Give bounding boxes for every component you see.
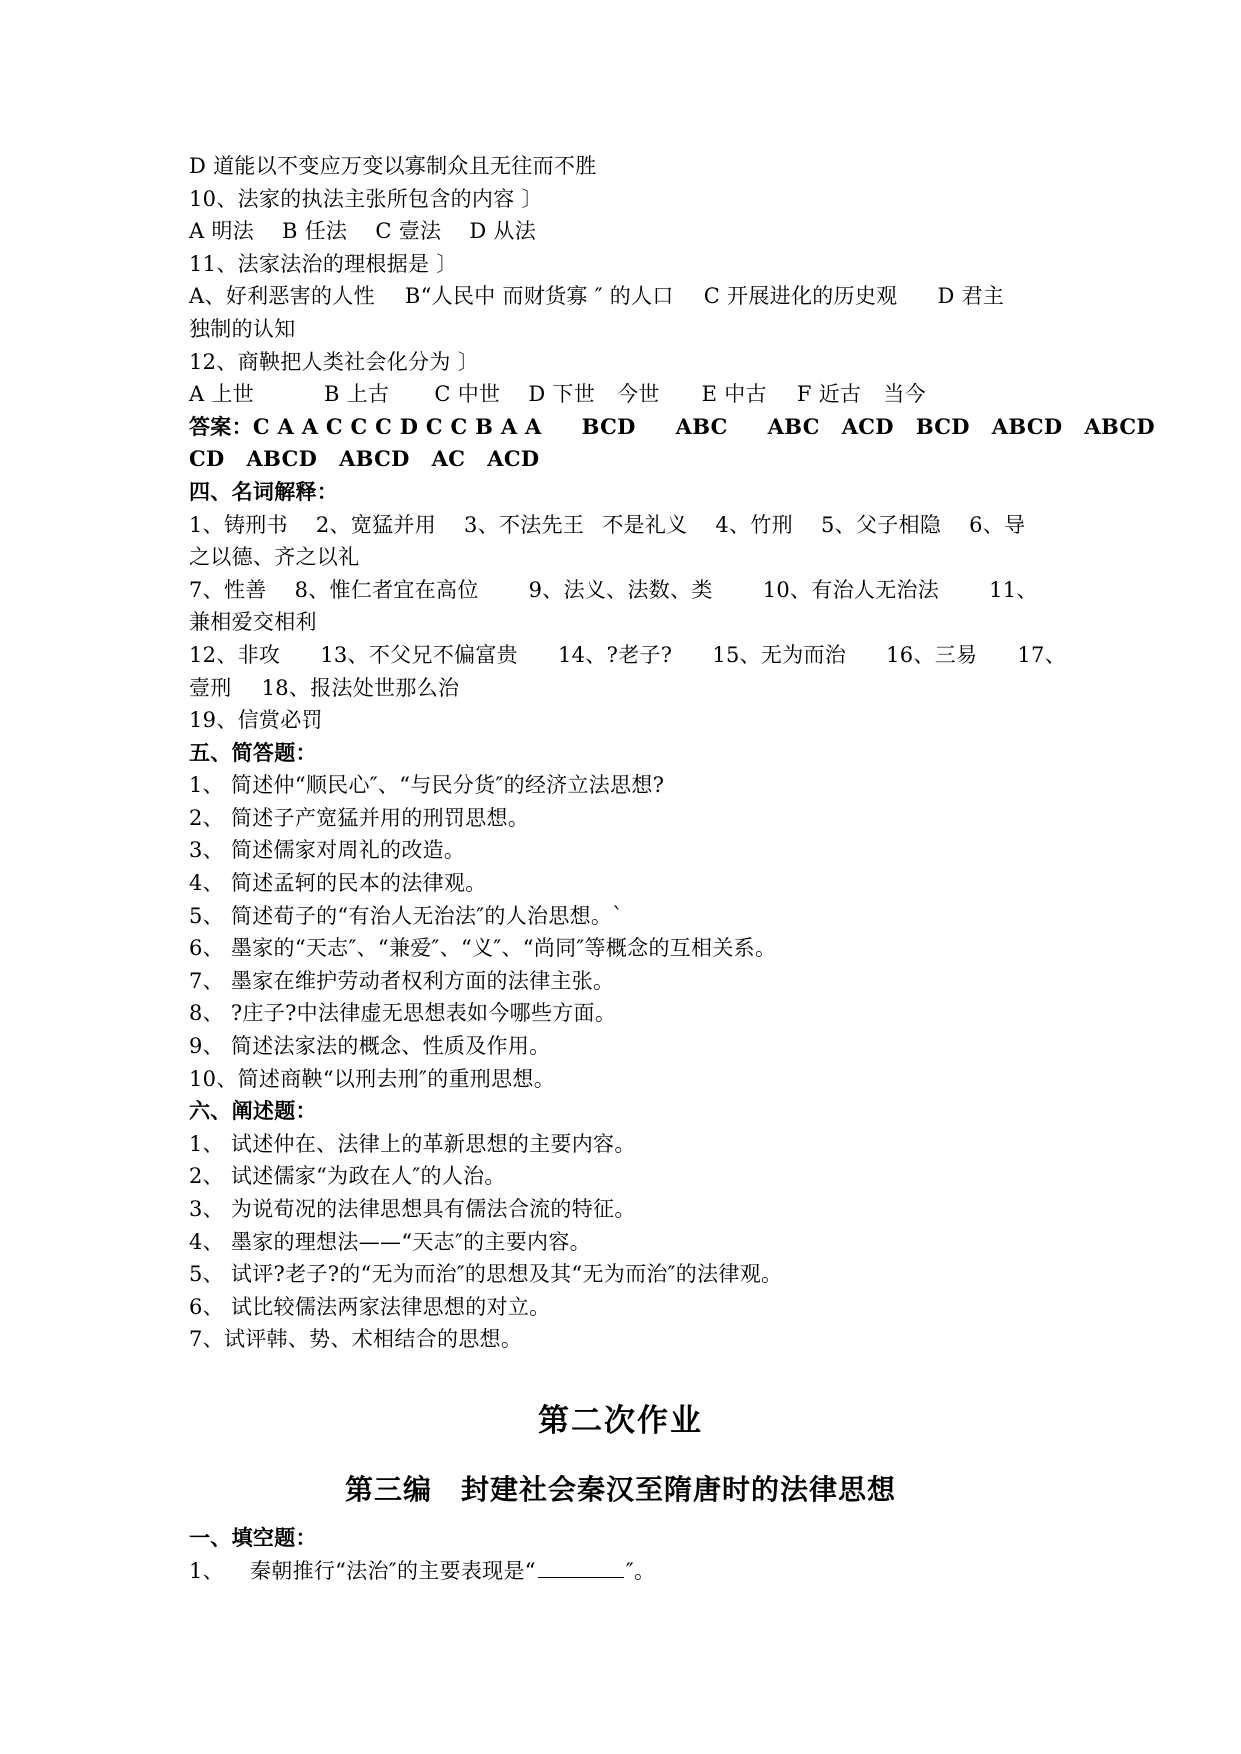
line: 19、信赏必罚 — [189, 708, 323, 733]
option: D 君主 — [937, 284, 1005, 309]
option: B 上古 — [324, 382, 390, 407]
line: 之以德、齐之以礼 — [189, 545, 360, 570]
section-heading: 六、阐述题： — [189, 1098, 317, 1124]
option: A 明法 — [189, 219, 255, 244]
question-item: 8、 ?庄子?中法律虚无思想表如今哪些方面。 — [189, 1001, 617, 1026]
question-item: 1、 简述仲“顺民心″、“与民分货″的经济立法思想? — [189, 773, 665, 798]
option: B“人民中 而财货寡 ″ 的人口 — [404, 284, 674, 309]
section-heading: 四、名词解释： — [189, 478, 339, 504]
question-item: 4、 墨家的理想法——“天志″的主要内容。 — [189, 1229, 591, 1254]
question-item: 2、 试述儒家“为政在人″的人治。 — [189, 1164, 506, 1189]
option: D 下世 — [528, 382, 596, 407]
terms-line: 7、性善 8、惟仁者宜在高位 9、法义、法数、类 10、有治人无治法 11、 — [189, 577, 1038, 602]
option: B 任法 — [282, 219, 348, 244]
option: E 中古 — [701, 382, 767, 407]
question-item: 2、 简述子产宽猛并用的刑罚思想。 — [189, 805, 530, 830]
section-heading: 一、填空题： — [189, 1525, 317, 1550]
options-line — [189, 215, 1069, 248]
terms-line: 壹刑 18、报法处世那么治 — [189, 675, 460, 700]
line: D 道能以不变应万变以寡制众且无往而不胜 — [189, 154, 597, 178]
line: 兼相爱交相利 — [189, 610, 317, 635]
section-heading: 五、简答题： — [189, 739, 317, 765]
line: 独制的认知 — [189, 316, 296, 341]
options-line — [189, 378, 1069, 411]
question-item: 6、 试比较儒法两家法律思想的对立。 — [189, 1294, 551, 1319]
option: 当今 — [883, 382, 926, 407]
line: 12、商鞅把人类社会化分为 〕 — [189, 349, 479, 374]
option: A、好利恶害的人性 — [189, 284, 375, 309]
answer-blank[interactable] — [538, 1559, 624, 1578]
line: 11、法家法治的理根据是 〕 — [189, 251, 458, 276]
page-title: 第二次作业 — [538, 1403, 703, 1439]
question-item: 1、 秦朝推行“法治″的主要表现是“ ″。 — [189, 1558, 656, 1583]
answer-line: CD ABCD ABCD AC ACD — [189, 446, 540, 472]
question-item: 7、试评韩、势、术相结合的思想。 — [189, 1327, 523, 1352]
option: 今世 — [617, 382, 660, 407]
terms-line: 1、铸刑书 2、宽猛并用 3、不法先王 不是礼义 4、竹刑 5、父子相隐 6、导 — [189, 512, 1026, 537]
question-item: 3、 简述儒家对周礼的改造。 — [189, 838, 466, 863]
question-item: 3、 为说荀况的法律思想具有儒法合流的特征。 — [189, 1197, 636, 1221]
line: 10、法家的执法主张所包含的内容 〕 — [189, 186, 543, 211]
fill-in-section — [189, 1522, 1069, 1587]
question-item: 5、 试评?老子?的“无为而治″的思想及其“无为而治″的法律观。 — [189, 1262, 783, 1287]
question-item: 5、 简述荀子的“有治人无治法″的人治思想。` — [189, 903, 624, 928]
question-item: 1、 试述仲在、法律上的革新思想的主要内容。 — [189, 1131, 636, 1156]
section-title: 第三编 封建社会秦汉至隋唐时的法律思想 — [344, 1473, 896, 1506]
option: C 中世 — [434, 382, 501, 407]
option: C 壹法 — [375, 219, 442, 244]
options-line — [189, 280, 1069, 313]
option: D 从法 — [469, 219, 537, 244]
question-item: 7、 墨家在维护劳动者权利方面的法律主张。 — [189, 968, 615, 993]
terms-line: 12、非攻 13、不父兄不偏富贵 14、?老子? 15、无为而治 16、三易 17、 — [189, 642, 1066, 667]
question-item: 6、 墨家的“天志″、“兼爱″、“义″、“尚同″等概念的互相关系。 — [189, 936, 777, 961]
option: F 近古 — [796, 382, 862, 407]
document-body — [189, 150, 1155, 1356]
option: C 开展进化的历史观 — [703, 284, 898, 309]
option: A 上世 — [189, 382, 255, 407]
question-item: 4、 简述孟轲的民本的法律观。 — [189, 871, 487, 896]
answer-line: 答案：C A A C C C D C C B A A BCD ABC ABC ACD BCD ABCD ABCD — [189, 413, 1155, 439]
question-item: 10、简述商鞅“以刑去刑″的重刑思想。 — [189, 1066, 556, 1091]
question-item: 9、 简述法家法的概念、性质及作用。 — [189, 1034, 551, 1059]
